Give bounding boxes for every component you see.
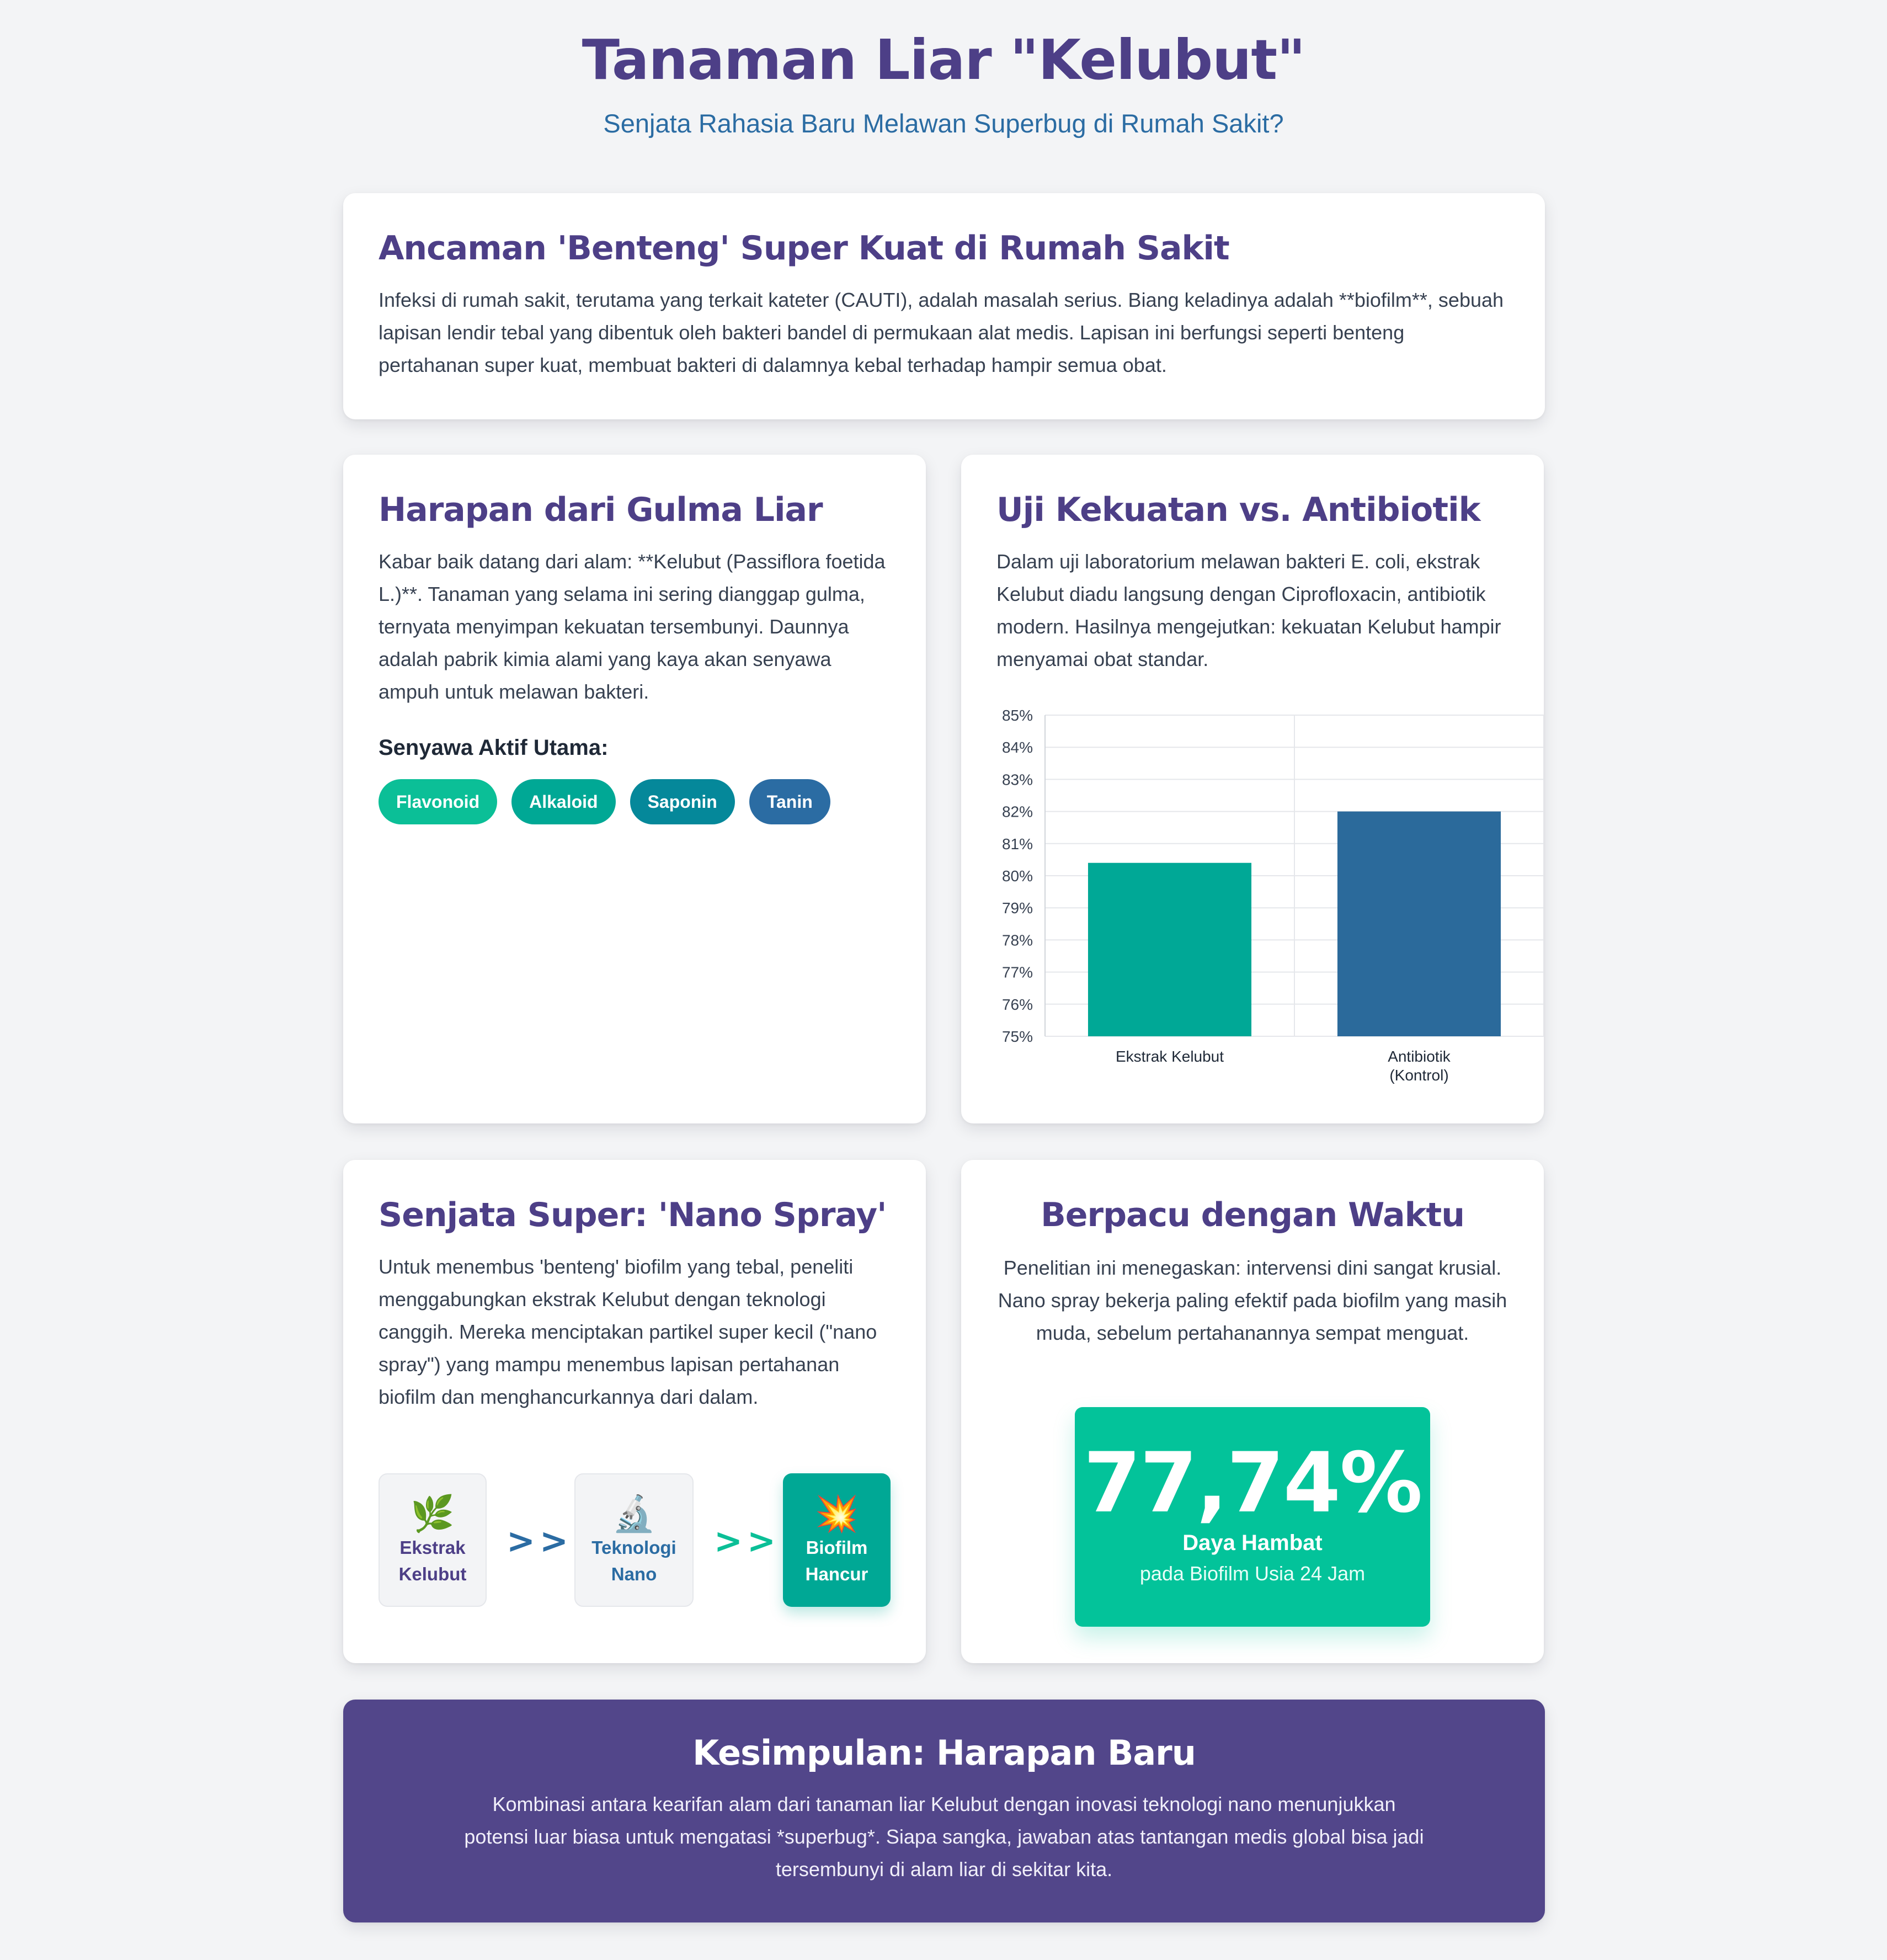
explosion-icon: 💥	[814, 1494, 859, 1533]
threat-card	[343, 193, 1545, 419]
page-title: Tanaman Liar "Kelubut"	[582, 28, 1305, 92]
flow-step-nano-line1: Teknologi	[591, 1537, 676, 1558]
compound-tag-alkaloid: Alkaloid	[511, 779, 615, 824]
y-tick-label: 81%	[1001, 835, 1033, 853]
flow-step-extract	[379, 1473, 487, 1607]
nano-title: Senjata Super: 'Nano Spray'	[379, 1196, 887, 1234]
conclusion-body: Kombinasi antara kearifan alam dari tanaman liar Kelubut dengan inovasi teknologi nano menunjukkan potensi luar biasa untuk mengatasi *superbug*. Siapa sangka, jawaban atas tantangan medis global bisa jadi tersembunyi di alam liar di sekitar kita.	[464, 1793, 1424, 1881]
inhibition-stat-label: Daya Hambat	[1182, 1531, 1323, 1555]
compound-tags	[379, 779, 891, 824]
flow-step-extract-line2: Kelubut	[398, 1564, 467, 1584]
compound-tag-tanin: Tanin	[749, 779, 830, 824]
y-tick-label: 77%	[1001, 963, 1033, 981]
y-tick-label: 76%	[1001, 995, 1033, 1013]
compound-tag-saponin: Saponin	[630, 779, 735, 824]
bar	[1088, 863, 1251, 1036]
hope-title: Harapan dari Gulma Liar	[379, 491, 823, 529]
flow-arrow-1: >>	[507, 1521, 573, 1561]
nano-card	[343, 1160, 926, 1663]
flow-step-nano-line2: Nano	[611, 1564, 657, 1584]
y-tick-label: 83%	[1001, 771, 1033, 789]
flow-arrow-2: >>	[714, 1521, 780, 1561]
flow-step-nano	[574, 1473, 694, 1607]
threat-body: Infeksi di rumah sakit, terutama yang terkait kateter (CAUTI), adalah masalah serius. Biang keladinya adalah **biofilm**, sebuah lapisan lendir tebal yang dibentuk oleh bakteri bandel di permukaan alat medis. Lapisan ini berfungsi seperti benteng pertahanan super kuat, membuat bakteri di dalamnya kebal terhadap hampir semua obat.	[379, 289, 1504, 376]
inhibition-stat-box	[1075, 1407, 1430, 1627]
herb-icon: 🌿	[411, 1494, 455, 1533]
conclusion-title: Kesimpulan: Harapan Baru	[692, 1733, 1196, 1773]
flow-step-biofilm	[783, 1473, 891, 1607]
flow-step-biofilm-line1: Biofilm	[806, 1537, 868, 1558]
page-subtitle: Senjata Rahasia Baru Melawan Superbug di Rumah Sakit?	[603, 109, 1284, 138]
y-tick-label: 82%	[1001, 803, 1033, 821]
microscope-icon: 🔬	[612, 1494, 656, 1533]
inhibition-stat-value: 77,74%	[1083, 1435, 1422, 1531]
y-tick-label: 75%	[1001, 1028, 1033, 1045]
y-tick-label: 80%	[1001, 867, 1033, 885]
bar	[1337, 812, 1501, 1036]
test-title: Uji Kekuatan vs. Antibiotik	[996, 491, 1480, 529]
flow-step-biofilm-line2: Hancur	[805, 1564, 868, 1584]
threat-title: Ancaman 'Benteng' Super Kuat di Rumah Sakit	[379, 229, 1229, 268]
time-title: Berpacu dengan Waktu	[1041, 1196, 1464, 1234]
y-tick-label: 79%	[1001, 899, 1033, 917]
comparison-bar-chart	[961, 695, 1544, 1093]
x-tick-label: Antibiotik	[1388, 1048, 1451, 1065]
x-tick-label: Ekstrak Kelubut	[1115, 1048, 1224, 1065]
inhibition-stat-subtitle: pada Biofilm Usia 24 Jam	[1139, 1562, 1366, 1585]
y-tick-label: 84%	[1001, 739, 1033, 757]
process-flow	[379, 1473, 891, 1607]
time-body: Penelitian ini menegaskan: intervensi dini sangat krusial. Nano spray bekerja paling efektif pada biofilm yang masih muda, sebelum pertahanannya sempat menguat.	[998, 1256, 1507, 1344]
time-card	[961, 1160, 1544, 1663]
hope-body: Kabar baik datang dari alam: **Kelubut (Passiflora foetida L.)**. Tanaman yang selama ini sering dianggap gulma, ternyata menyimpan kekuatan tersembunyi. Daunnya adalah pabrik kimia alami yang kaya akan senyawa ampuh untuk melawan bakteri.	[379, 550, 886, 703]
compound-tag-flavonoid: Flavonoid	[379, 779, 497, 824]
compounds-title: Senyawa Aktif Utama:	[379, 736, 609, 760]
y-tick-label: 78%	[1001, 931, 1033, 949]
hope-card	[343, 455, 926, 1123]
y-tick-label: 85%	[1001, 707, 1033, 724]
conclusion-card	[343, 1700, 1545, 1922]
flow-step-extract-line1: Ekstrak	[399, 1537, 466, 1558]
x-tick-label: (Kontrol)	[1389, 1067, 1449, 1084]
nano-body: Untuk menembus 'benteng' biofilm yang tebal, peneliti menggabungkan ekstrak Kelubut dengan teknologi canggih. Mereka menciptakan partikel super kecil ("nano spray") yang mampu menembus lapisan pertahanan biofilm dan menghancurkannya dari dalam.	[379, 1255, 877, 1408]
test-body: Dalam uji laboratorium melawan bakteri E. coli, ekstrak Kelubut diadu langsung dengan Ciprofloxacin, antibiotik modern. Hasilnya mengejutkan: kekuatan Kelubut hampir menyamai obat standar.	[996, 550, 1501, 670]
